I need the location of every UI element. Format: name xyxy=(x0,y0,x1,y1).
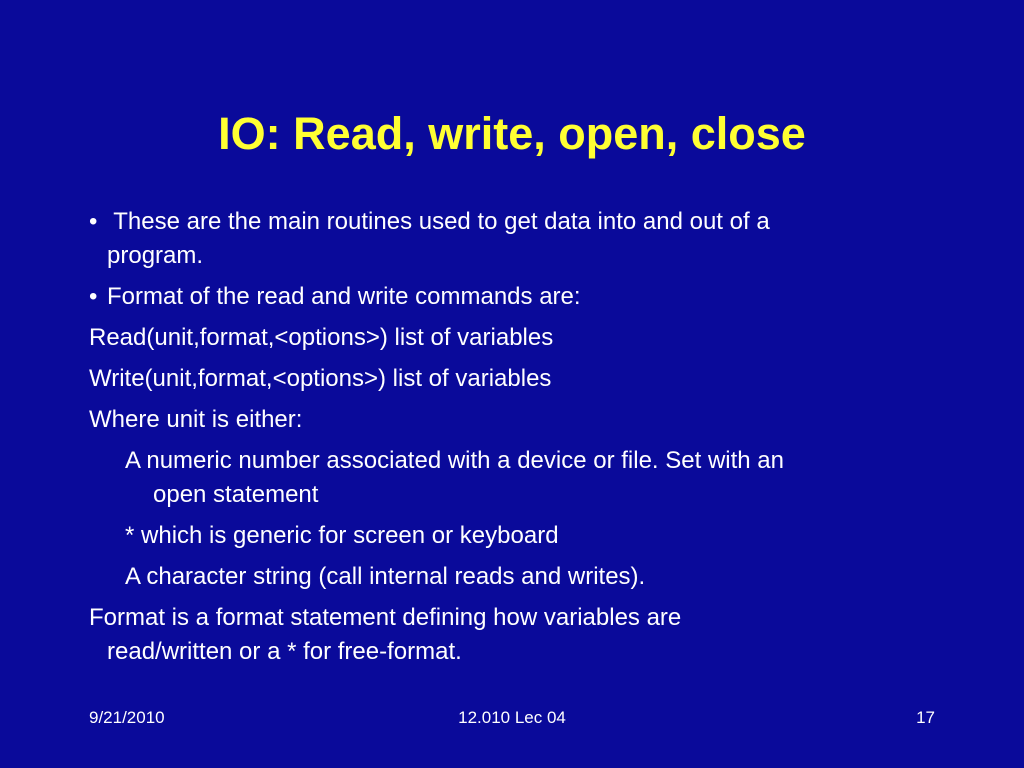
sub-item-line: * which is generic for screen or keyboard xyxy=(125,522,559,549)
bullet-marker: • xyxy=(89,208,98,235)
footer-page-number: 17 xyxy=(916,708,935,727)
closing-paragraph xyxy=(89,601,949,669)
sub-item xyxy=(89,444,949,512)
slide-title: IO: Read, write, open, close xyxy=(218,108,806,159)
sub-item-line: A numeric number associated with a device or file. Set with an xyxy=(125,447,784,474)
sub-item xyxy=(89,519,949,553)
sub-item-line: open statement xyxy=(153,481,319,508)
sub-item-line: A character string (call internal reads and writes). xyxy=(125,563,646,590)
sub-item xyxy=(89,560,949,594)
bullet-marker: • xyxy=(89,283,98,310)
bullet-text-line: Format of the read and write commands are: xyxy=(107,283,581,310)
bullet-item xyxy=(89,280,949,314)
bullet-text-line: These are the main routines used to get data into and out of a xyxy=(113,208,770,235)
footer-date: 9/21/2010 xyxy=(89,708,165,727)
bullet-item xyxy=(89,205,949,273)
slide-body xyxy=(89,205,949,676)
footer-course: 12.010 Lec 04 xyxy=(458,708,566,727)
closing-line: read/written or a * for free-format. xyxy=(107,638,462,665)
plain-line: Write(unit,format,<options>) list of variables xyxy=(89,365,552,392)
closing-line: Format is a format statement defining how variables are xyxy=(89,604,682,631)
plain-line: Where unit is either: xyxy=(89,406,303,433)
bullet-text-line: program. xyxy=(107,242,204,269)
plain-line: Read(unit,format,<options>) list of variables xyxy=(89,324,554,351)
